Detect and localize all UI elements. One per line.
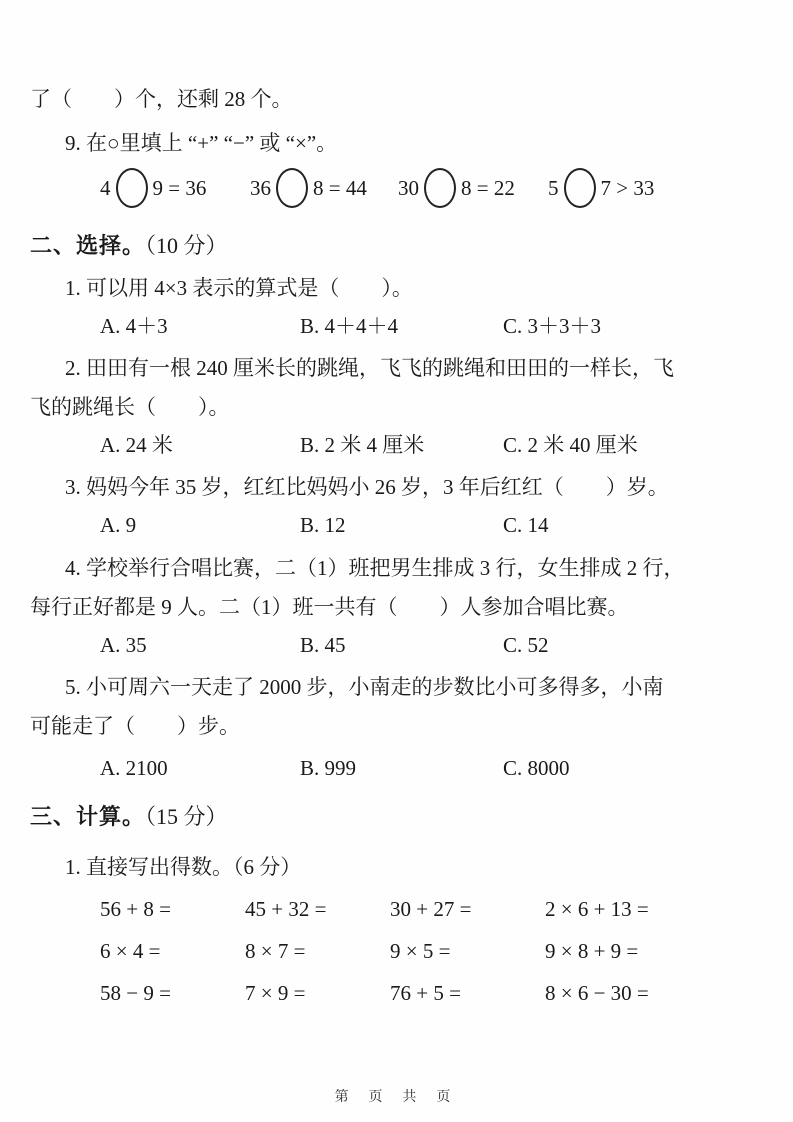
choice-q3-options [100,514,763,536]
carryover-line: 了（ ）个，还剩 28 个。 [30,87,293,111]
choice-q5-options [100,757,763,779]
option-c: C. 2 米 40 厘米 [503,433,638,458]
choice-q5-stem-line1: 5. 小可周六一天走了 2000 步，小南走的步数比小可多得多，小南 [65,674,664,699]
choice-q3-stem: 3. 妈妈今年 35 岁，红红比妈妈小 26 岁，3 年后红红（ ）岁。 [65,475,669,500]
calc-expression: 6 × 4 = [100,938,161,963]
equation-item [398,168,548,208]
option-a: A. 9 [100,513,137,538]
option-c: C. 8000 [503,755,570,780]
choice-q1-options [100,315,763,337]
calc-row [100,898,763,920]
equation-right-part: 8 = 22 [461,176,515,201]
equation-left-operand: 5 [548,176,559,201]
calc-expression: 9 × 8 + 9 = [545,938,639,963]
option-a: A. 35 [100,632,147,657]
equation-left-operand: 30 [398,176,419,201]
option-c: C. 3＋3＋3 [503,314,602,339]
section-calc-title [30,805,763,828]
option-b: B. 4＋4＋4 [300,314,399,339]
choice-q2-stem-line1: 2. 田田有一根 240 厘米长的跳绳，飞飞的跳绳和田田的一样长，飞 [65,356,674,381]
calc-sub1-label: 1. 直接写出得数。（6 分） [65,854,302,879]
equation-left-operand: 4 [100,176,111,201]
calc-expression: 8 × 7 = [245,938,306,963]
choice-q1-stem: 1. 可以用 4×3 表示的算式是（ ）。 [65,276,413,301]
equation-right-part: 8 = 44 [313,176,367,201]
option-b: B. 45 [300,632,346,657]
question-9-label: 9. 在○里填上 “+” “−” 或 “×”。 [65,131,338,156]
equation-item [100,168,250,208]
calc-expression: 45 + 32 = [245,896,327,921]
equation-right-part: 9 = 36 [152,176,207,201]
calc-row [100,982,763,1004]
section-calc-score: （15 分） [145,803,228,829]
section-calc-title-text: 三、计算。 [30,803,146,829]
section-choice-score: （10 分） [145,233,228,259]
option-a: A. 24 米 [100,433,173,458]
option-c: C. 14 [503,513,549,538]
blank-circle-icon [276,168,308,208]
calc-expression: 2 × 6 + 13 = [545,896,649,921]
equation-item [250,168,398,208]
choice-q2-stem-line2: 飞的跳绳长（ ）。 [30,395,230,420]
option-b: B. 2 米 4 厘米 [300,433,425,458]
section-choice-title-text: 二、选择。 [30,233,146,259]
choice-q4-stem-line2: 每行正好都是 9 人。二（1）班一共有（ ）人参加合唱比赛。 [30,594,629,619]
equation-right-part: 7 > 33 [600,176,655,201]
calc-row [100,940,763,962]
choice-q4-stem-line1: 4. 学校举行合唱比赛，二（1）班把男生排成 3 行，女生排成 2 行， [65,555,685,580]
option-a: A. 2100 [100,755,168,780]
calc-expression: 76 + 5 = [390,981,461,1006]
calc-expression: 9 × 5 = [390,938,451,963]
option-b: B. 12 [300,513,346,538]
blank-circle-icon [116,168,148,208]
calc-expression: 56 + 8 = [100,896,171,921]
calc-expression: 7 × 9 = [245,981,306,1006]
page-footer: 第 页 共 页 [334,1088,459,1104]
section-choice-title [30,234,763,257]
option-c: C. 52 [503,632,549,657]
choice-q2-options [100,434,763,456]
option-a: A. 4＋3 [100,314,168,339]
equation-left-operand: 36 [250,176,271,201]
choice-q5-stem-line2: 可能走了（ ）步。 [30,713,240,738]
calc-expression: 8 × 6 − 30 = [545,981,649,1006]
calc-expression: 30 + 27 = [390,896,472,921]
choice-q4-options [100,634,763,656]
equation-item [548,168,654,208]
blank-circle-icon [564,168,596,208]
blank-circle-icon [424,168,456,208]
calc-expression: 58 − 9 = [100,981,171,1006]
option-b: B. 999 [300,755,357,780]
question-9-equations [100,162,763,214]
